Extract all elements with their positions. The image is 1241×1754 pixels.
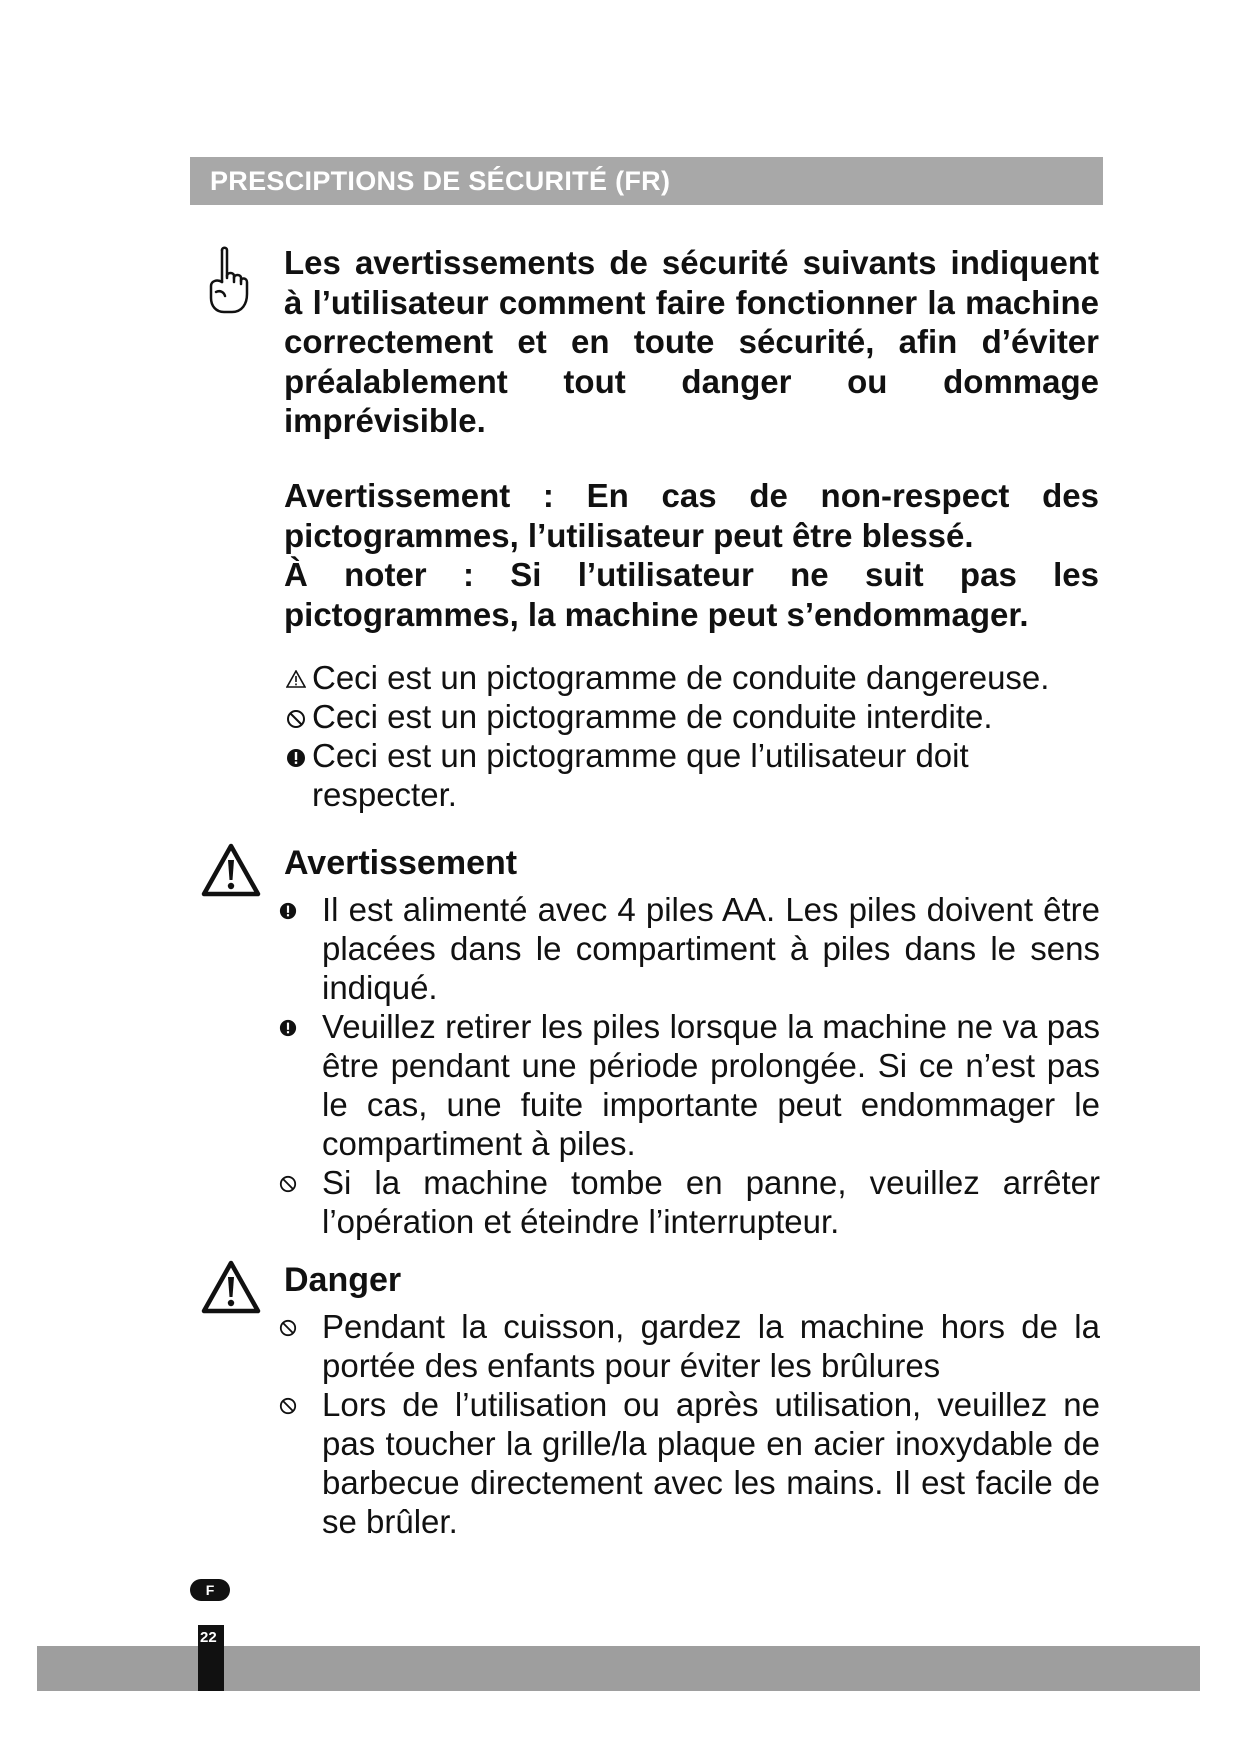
pictogram-legend [284,658,1099,814]
list-item-text: Il est alimenté avec 4 piles AA. Les piles doivent être placées dans le compartiment à piles dans le sens indiqué. [322,891,1100,1006]
mandatory-icon [279,902,297,920]
mandatory-icon [279,1019,297,1037]
list-item [200,890,1100,1007]
legend-item [284,736,1099,814]
notes-block [284,476,1099,634]
language-badge: F [190,1579,230,1601]
list-item-text: Veuillez retirer les piles lorsque la machine ne va pas être pendant une période prolongée. Si ce n’est pas le cas, une fuite importante peut endommager le compartiment à piles. [322,1008,1100,1162]
prohibited-icon [279,1319,297,1337]
legend-item [284,658,1099,697]
danger-section [200,1259,1100,1541]
mandatory-icon [286,748,306,768]
prohibited-icon [279,1175,297,1193]
list-item-text: Si la machine tombe en panne, veuillez arrêter l’opération et éteindre l’interrupteur. [322,1164,1100,1240]
legend-item [284,697,1099,736]
prohibited-icon [279,1397,297,1415]
damage-note: À noter : Si l’utilisateur ne suit pas les pictogrammes, la machine peut s’endommager. [284,556,1099,633]
list-item-text: Lors de l’utilisation ou après utilisation, veuillez ne pas toucher la grille/la plaque en acier inoxydable de barbecue directement avec les mains. Il est facile de se brûler. [322,1386,1100,1540]
warning-section-header [200,842,1100,890]
warning-section [200,842,1100,1241]
section-header-bar [190,157,1103,205]
list-item-text: Pendant la cuisson, gardez la machine hors de la portée des enfants pour éviter les brûlures [322,1308,1100,1384]
list-item [200,1163,1100,1241]
legend-text: Ceci est un pictogramme de conduite dangereuse. [312,659,1050,696]
list-item [200,1307,1100,1385]
warning-note: Avertissement : En cas de non-respect des pictogrammes, l’utilisateur peut être blessé. [284,477,1099,554]
page-number: 22 [200,1629,217,1646]
danger-section-title: Danger [284,1261,402,1299]
pointing-hand-icon [206,246,250,316]
warning-section-title: Avertissement [284,844,518,882]
legend-text: Ceci est un pictogramme que l’utilisateur doit respecter. [312,737,969,813]
prohibited-icon [286,709,306,729]
danger-section-header [200,1259,1100,1307]
legend-text: Ceci est un pictogramme de conduite interdite. [312,698,993,735]
list-item [200,1385,1100,1541]
list-item [200,1007,1100,1163]
page-title: PRESCIPTIONS DE SÉCURITÉ (FR) [210,166,671,196]
intro-text: Les avertissements de sécurité suivants indiquent à l’utilisateur comment faire fonctionner la machine correctement et en toute sécurité, afin d’éviter préalablement tout danger ou dommage imprévisible. [284,244,1099,439]
warning-triangle-icon [286,670,306,688]
